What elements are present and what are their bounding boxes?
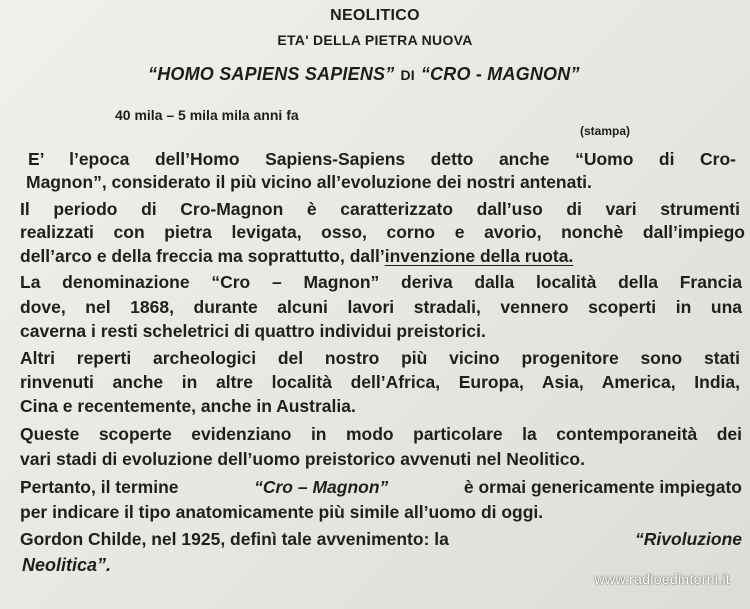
body-line <box>20 246 573 266</box>
body-line: rinvenuti anche in altre località dell’Africa, Europa, Asia, America, India, <box>20 372 740 392</box>
body-line-text: dell’arco e della freccia ma soprattutto, dall’ <box>20 246 385 266</box>
body-line: caverna i resti scheletrici di quattro individui preistorici. <box>20 321 486 341</box>
document-subtitle: ETA' DELLA PIETRA NUOVA <box>277 32 473 48</box>
heading-di: DI <box>400 67 415 83</box>
body-line: realizzati con pietra levigata, osso, corno e avorio, nonchè dall’impiego <box>20 222 745 242</box>
body-line <box>20 477 742 497</box>
body-line: dove, nel 1868, durante alcuni lavori stradali, vennero scoperti in una <box>20 297 742 317</box>
body-line-text: è ormai genericamente impiegato <box>463 477 742 497</box>
body-line-text: Gordon Childe, nel 1925, definì tale avvenimento: la <box>20 529 449 549</box>
body-line: La denominazione “Cro – Magnon” deriva dalla località della Francia <box>20 272 742 292</box>
watermark: www.radioedintorni.it <box>594 571 730 587</box>
italic-phrase: “Rivoluzione <box>635 529 742 549</box>
heading-cro-magnon: “CRO - MAGNON” <box>420 64 580 84</box>
body-line: Il periodo di Cro-Magnon è caratterizzato dall’uso di vari strumenti <box>20 199 740 219</box>
stampa-note: (stampa) <box>580 124 631 138</box>
italic-phrase: “Cro – Magnon” <box>254 477 389 497</box>
body-line: Queste scoperte evidenziano in modo particolare la contemporaneità dei <box>20 424 742 444</box>
body-line: Cina e recentemente, anche in Australia. <box>20 396 356 416</box>
body-line: Neolitica”. <box>22 555 112 575</box>
underlined-phrase: invenzione della ruota. <box>384 246 574 266</box>
heading-homo-sapiens: “HOMO SAPIENS SAPIENS” <box>148 64 395 84</box>
body-line: E’ l’epoca dell’Homo Sapiens-Sapiens detto anche “Uomo di Cro- <box>28 149 736 169</box>
body-line: vari stadi di evoluzione dell’uomo preistorico avvenuti nel Neolitico. <box>20 449 585 469</box>
date-range: 40 mila – 5 mila mila anni fa <box>115 107 299 123</box>
body-line-text: Pertanto, il termine <box>20 477 179 497</box>
body-line <box>20 529 742 549</box>
body-line: per indicare il tipo anatomicamente più simile all’uomo di oggi. <box>20 502 544 522</box>
body-line: Magnon”, considerato il più vicino all’evoluzione dei nostri antenati. <box>26 172 592 192</box>
document-title: NEOLITICO <box>330 7 420 24</box>
body-line: Altri reperti archeologici del nostro più vicino progenitore sono stati <box>20 348 740 368</box>
